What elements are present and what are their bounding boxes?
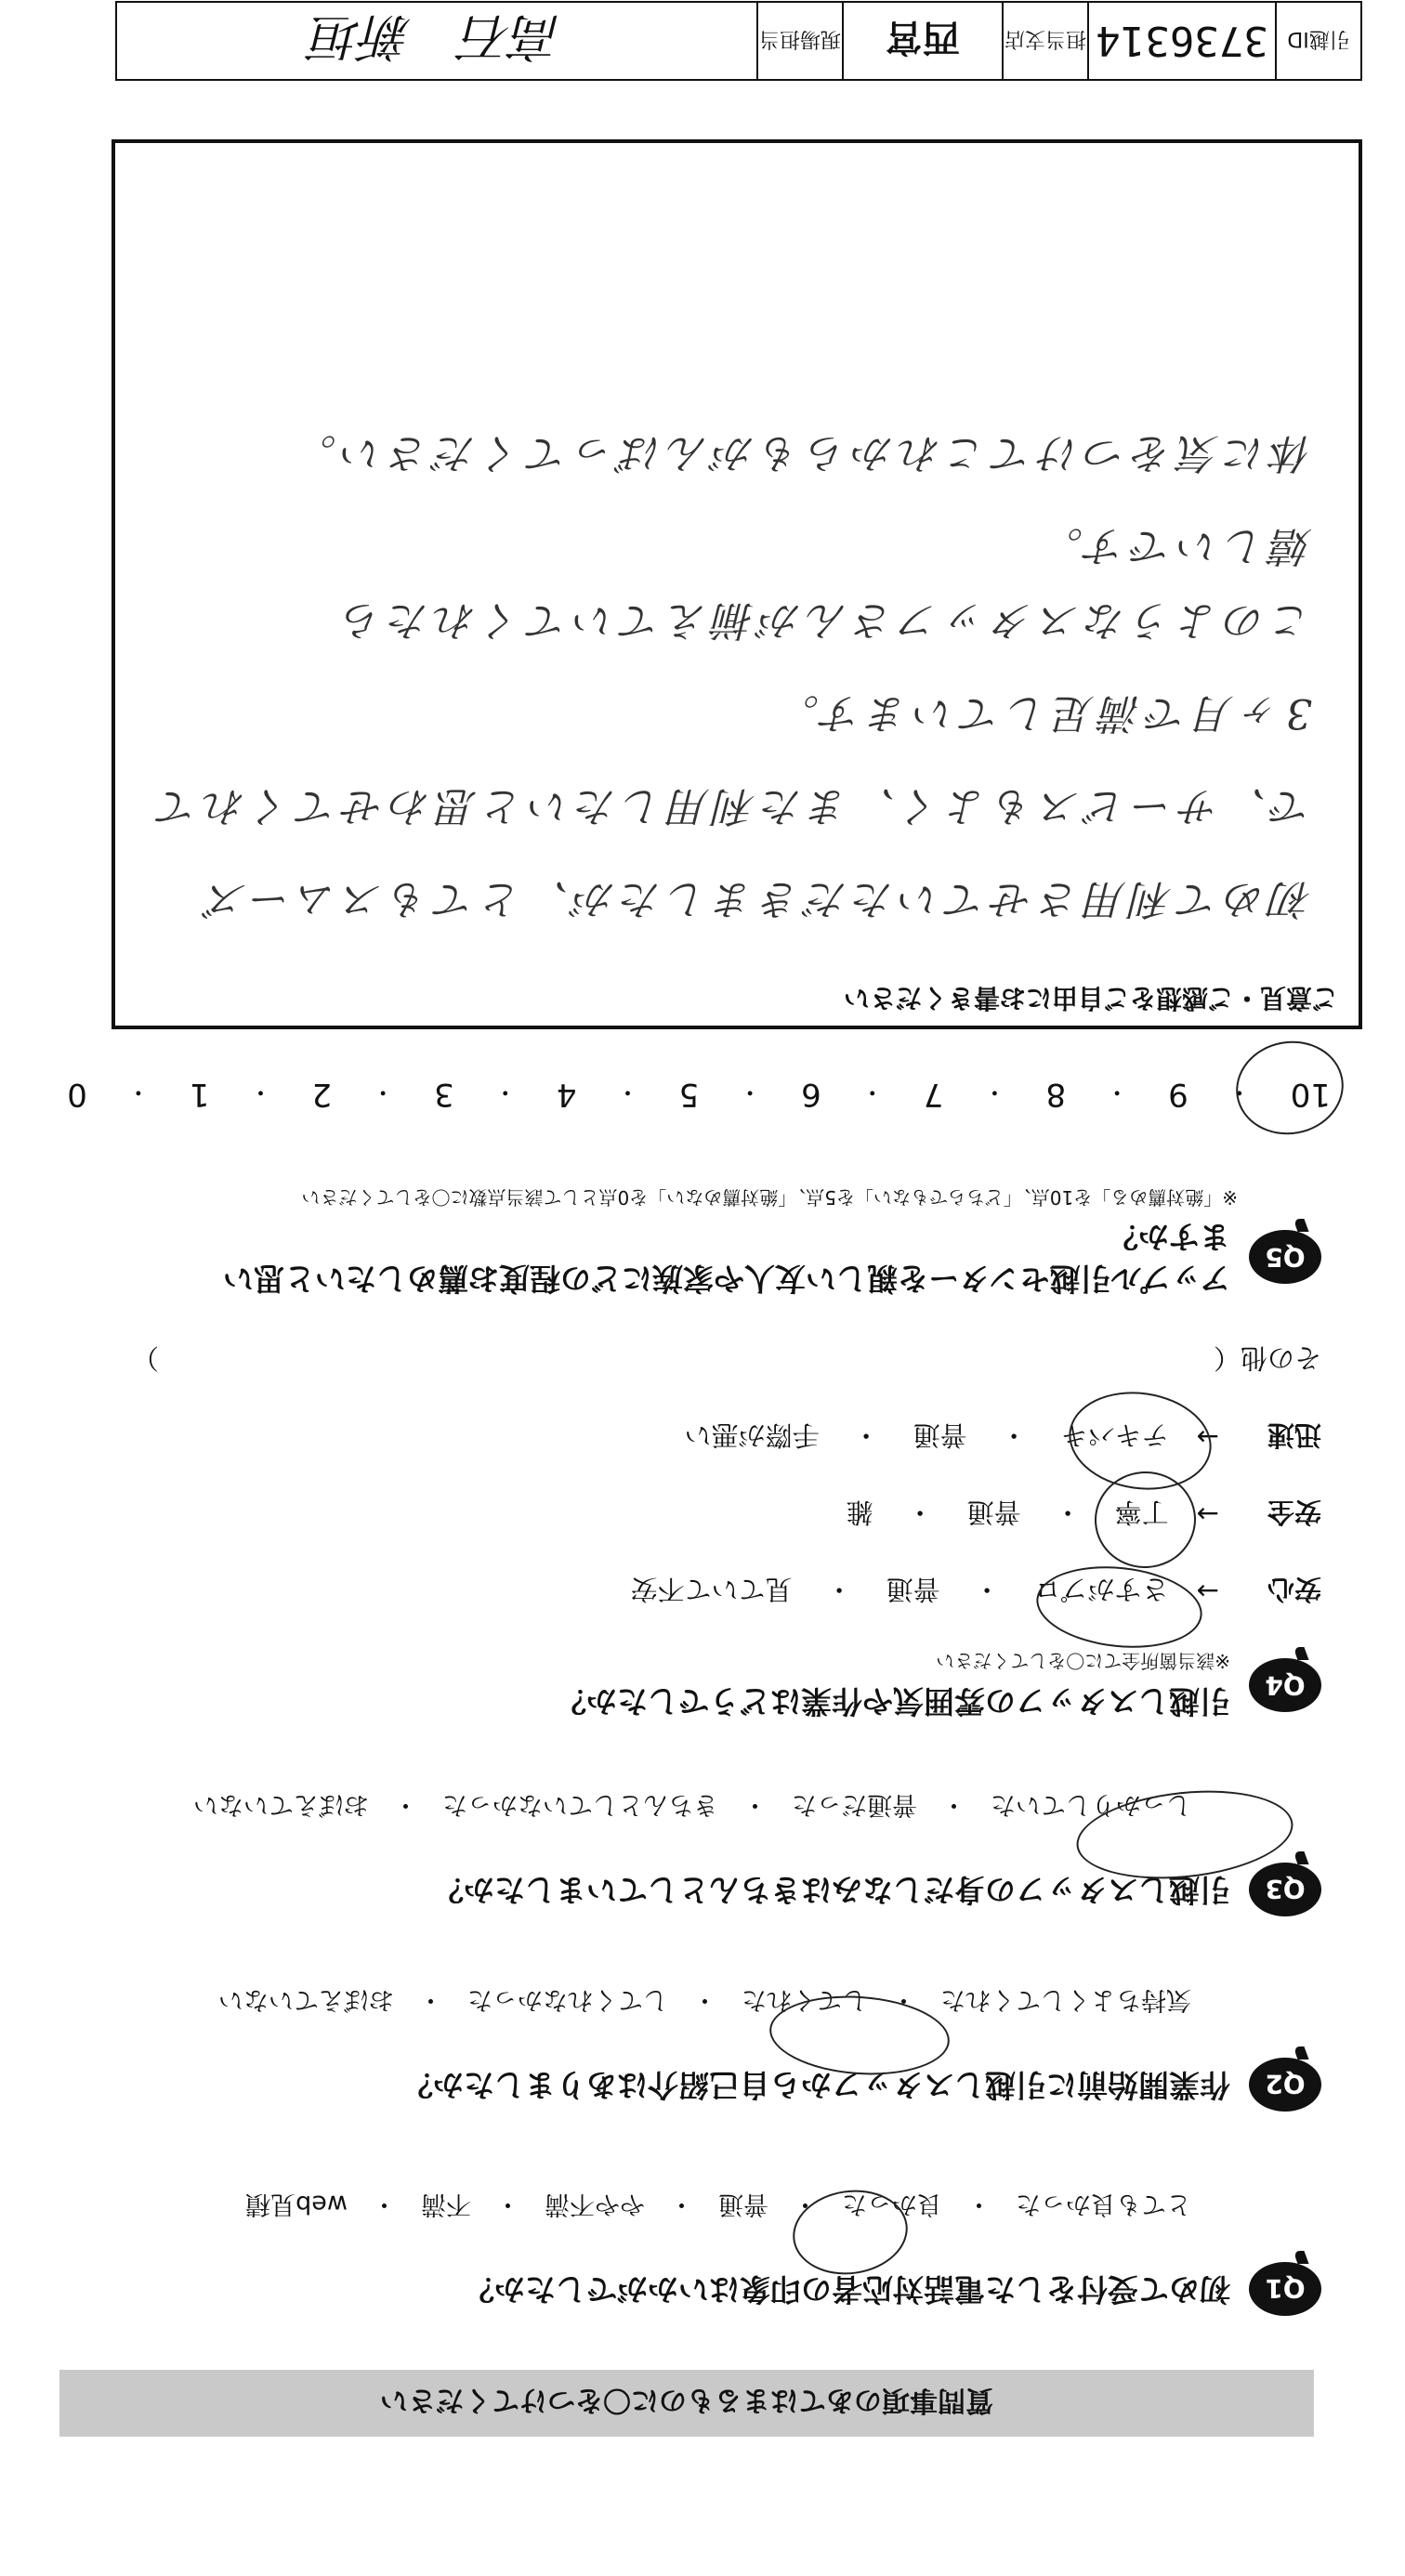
- q3-option[interactable]: 普通だった: [792, 1790, 917, 1819]
- q4-option[interactable]: さすがプロ: [1033, 1574, 1169, 1606]
- q1-option[interactable]: 良かった: [842, 2190, 942, 2218]
- question-5: [76, 1185, 1321, 1299]
- q4-row-anshin: 安心 → さすがプロ ・ 普通 ・ 見ていて不安: [76, 1572, 1321, 1610]
- scale-value[interactable]: 3: [434, 1076, 454, 1113]
- recommend-scale: 10 ・ 9 ・ 8 ・ 7 ・ 6 ・ 5 ・ 4 ・ 3 ・ 2 ・ 1 ・ 0: [67, 1076, 1331, 1113]
- comment-line: 体に気をつけてこれからもがんばってください。: [290, 429, 1312, 477]
- q4-option[interactable]: 普通: [913, 1419, 967, 1452]
- q3-option[interactable]: きちんとしていなかった: [442, 1790, 718, 1819]
- q4-text: 引越しスタッフの雰囲気や作業はどうでしたか？: [556, 1683, 1230, 1720]
- q4-other-close: ）: [132, 1342, 160, 1375]
- comment-line: このようなスタッフさんが揃えていてくれたら: [336, 596, 1312, 644]
- id-label: 引越ID: [1275, 3, 1360, 79]
- q4-row-label: 安全: [1267, 1497, 1321, 1529]
- q3-badge: Q3: [1249, 1863, 1321, 1916]
- q1-option[interactable]: とても良かった: [1016, 2190, 1191, 2218]
- q1-badge: Q1: [1249, 2262, 1321, 2316]
- q4-option[interactable]: 見ていて不安: [630, 1574, 793, 1606]
- q3-options: しっかりしていた ・ 普通だった ・ きちんとしていなかった ・ おぼえていない: [76, 1789, 1191, 1825]
- question-1: [76, 2189, 1321, 2316]
- comment-box: [112, 139, 1362, 1029]
- comment-line: で、サービスもよく、また利用したいと思わせてくれて: [151, 782, 1312, 830]
- scale-value[interactable]: 2: [311, 1076, 333, 1113]
- q1-option[interactable]: 不満: [421, 2190, 471, 2218]
- q1-option[interactable]: web見積: [245, 2190, 348, 2218]
- scale-value[interactable]: 6: [801, 1076, 821, 1113]
- q4-row-label: 迅速: [1267, 1419, 1321, 1452]
- comment-line: 3ヶ月で満足しています。: [772, 689, 1312, 737]
- q3-text: 引越しスタッフの身だしなみはきちんとしていましたか？: [433, 1872, 1230, 1909]
- scale-value[interactable]: 8: [1045, 1076, 1067, 1113]
- q3-option[interactable]: おぼえていない: [193, 1790, 369, 1819]
- arrow-icon: →: [1196, 1497, 1219, 1530]
- q1-text: 初めて受付をした電話対応者の印象はいかがでしたか？: [464, 2271, 1230, 2308]
- question-3: [76, 1789, 1321, 1916]
- q2-options: 気持ちよくしてくれた ・ してくれた ・ してくれなかった ・ おぼえていない: [76, 1984, 1191, 2020]
- staff-label: 現場担当: [756, 3, 842, 79]
- q4-badge: Q4: [1249, 1658, 1321, 1712]
- q2-option[interactable]: してくれた: [742, 1985, 867, 2014]
- scale-value[interactable]: 10: [1290, 1076, 1331, 1113]
- scale-value[interactable]: 0: [67, 1076, 87, 1113]
- q2-option[interactable]: 気持ちよくしてくれた: [940, 1985, 1191, 2014]
- comment-line: 嬉しいです。: [1036, 522, 1312, 569]
- arrow-icon: →: [1196, 1575, 1219, 1607]
- q4-option[interactable]: 普通: [886, 1574, 940, 1606]
- q5-note: ※「絶対薦める」を10点、「どちらでもない」を5点、「絶対薦めない」を0点として該当点数に〇をしてください: [301, 1185, 1238, 1209]
- q4-option[interactable]: 雑: [846, 1497, 873, 1529]
- branch-label: 担当支店: [1002, 3, 1087, 79]
- q5-text: アップル引越センターを親しい友人や家族にどの程度お薦めしたいと思いますか？: [222, 1219, 1230, 1297]
- scale-value[interactable]: 4: [556, 1076, 577, 1113]
- q1-option[interactable]: やや不満: [545, 2190, 645, 2218]
- scale-value[interactable]: 9: [1168, 1076, 1188, 1113]
- branch-stamp: 西宮: [842, 3, 1002, 79]
- q4-row-anzen: 安全 → 丁寧 ・ 普通 ・ 雑: [76, 1495, 1321, 1533]
- q4-option[interactable]: 手際が悪い: [684, 1419, 820, 1452]
- scale-value[interactable]: 5: [678, 1076, 700, 1113]
- q2-option[interactable]: おぼえていない: [218, 1985, 394, 2014]
- staff-signature: 高石 新垣: [311, 7, 562, 67]
- instruction-bar: [59, 2370, 1314, 2437]
- scale-value[interactable]: 7: [923, 1076, 944, 1113]
- id-value: 3736314: [1087, 3, 1275, 79]
- q4-option[interactable]: 普通: [966, 1497, 1021, 1529]
- id-table: [115, 1, 1362, 81]
- q4-option[interactable]: 丁寧: [1114, 1497, 1169, 1529]
- q1-options: とても良かった ・ 良かった ・ 普通 ・ やや不満 ・ 不満 ・ web見積: [76, 2189, 1191, 2225]
- q2-badge: Q2: [1249, 2058, 1321, 2112]
- q4-row-jinsoku: 迅速 → テキパキ ・ 普通 ・ 手際が悪い: [76, 1418, 1321, 1456]
- q5-badge: Q5: [1249, 1230, 1321, 1284]
- question-2: [76, 1984, 1321, 2112]
- instruction-text: 質問事項のあてはまるものに〇をつけてください: [380, 2384, 993, 2416]
- q4-other-row: [132, 1340, 1321, 1379]
- q4-row-label: 安心: [1267, 1574, 1321, 1606]
- question-4: [76, 1340, 1321, 1721]
- q4-option[interactable]: テキパキ: [1060, 1419, 1169, 1452]
- q2-option[interactable]: してくれなかった: [467, 1985, 668, 2014]
- scale-value[interactable]: 1: [189, 1076, 210, 1113]
- q4-note: ※該当箇所全てに〇をしてください: [936, 1650, 1230, 1673]
- q2-text: 作業開始前に引越しスタッフから自己紹介はありましたか？: [402, 2067, 1230, 2104]
- arrow-icon: →: [1196, 1420, 1219, 1453]
- q4-other-label: その他（: [1213, 1342, 1321, 1375]
- comment-line: 初めて利用させていただきましたが、とてもスムーズ: [201, 875, 1312, 922]
- q3-option[interactable]: しっかりしていた: [991, 1790, 1191, 1819]
- comment-title: ご意見・ご感想をご自由にお書きください: [843, 983, 1338, 1013]
- q1-option[interactable]: 普通: [718, 2190, 768, 2218]
